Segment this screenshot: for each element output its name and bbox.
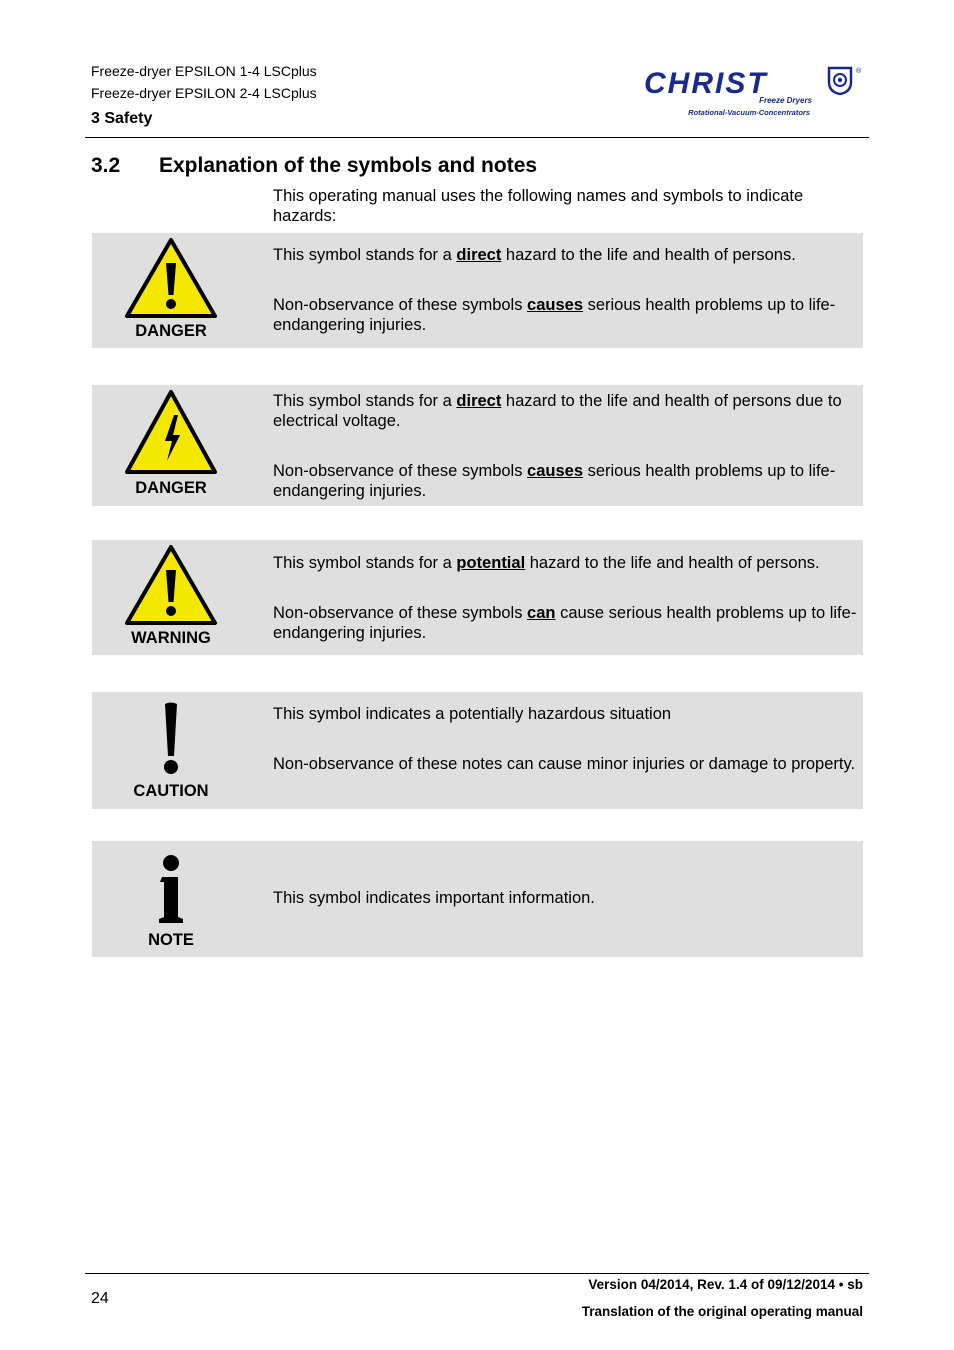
page-number: 24 (91, 1290, 109, 1307)
header-section-title: 3 Safety (91, 110, 153, 127)
note-box-caution (92, 692, 863, 809)
exclamation-mark-icon (124, 700, 218, 778)
section-title: Explanation of the symbols and notes (159, 154, 538, 177)
footer-divider (85, 1273, 869, 1274)
footer-version: Version 04/2014, Rev. 1.4 of 09/12/2014 • sb (588, 1277, 863, 1292)
note-icon-cell (92, 540, 250, 655)
note-label: DANGER (135, 479, 207, 497)
logo-brand-text: CHRIST (644, 67, 768, 100)
note-text: This symbol stands for a direct hazard to the life and health of persons due to electrical voltage. Non-observance of these symbols causes serious health problems up to life-endangering injuries. (273, 392, 842, 500)
note-label: DANGER (135, 322, 207, 340)
note-box-note (92, 841, 863, 957)
section-number: 3.2 (91, 154, 121, 177)
information-i-icon (124, 855, 218, 927)
note-icon-cell (92, 692, 250, 809)
logo-registered-mark: ® (856, 68, 862, 75)
note-text: This symbol stands for a potential hazard to the life and health of persons. Non-observance of these symbols can cause serious health problems up to life-endangering injuries. (273, 554, 857, 642)
note-box-danger (92, 233, 863, 348)
warning-triangle-exclamation-icon (124, 237, 218, 319)
note-icon-cell (92, 233, 250, 348)
note-label: NOTE (148, 931, 194, 949)
note-icon-cell (92, 841, 250, 957)
logo-tagline-rvc: Rotational-Vacuum-Concentrators (688, 108, 810, 117)
note-icon-cell (92, 385, 250, 506)
logo-swirl-icon (829, 68, 851, 94)
section-heading (91, 154, 537, 178)
note-text: This symbol indicates important information. (273, 889, 595, 907)
header-product-line-2: Freeze-dryer EPSILON 2-4 LSCplus (91, 85, 317, 101)
footer-translation-note: Translation of the original operating manual (581, 1304, 863, 1319)
logo-tagline-freeze-dryers: Freeze Dryers (759, 96, 812, 105)
note-box-warning (92, 540, 863, 655)
intro-paragraph: This operating manual uses the following names and symbols to indicate hazards: (273, 187, 804, 225)
note-text: This symbol indicates a potentially hazardous situation Non-observance of these notes can cause minor injuries or damage to property. (273, 705, 856, 773)
note-text: This symbol stands for a direct hazard to the life and health of persons. Non-observance of these symbols causes serious health problems up to life-endangering injuries. (273, 246, 836, 334)
note-label: WARNING (131, 629, 211, 647)
note-box-danger-electrical (92, 385, 863, 506)
header-divider (85, 137, 869, 138)
note-label: CAUTION (133, 782, 209, 800)
warning-triangle-exclamation-icon (124, 544, 218, 626)
christ-logo (640, 60, 870, 120)
electrical-hazard-triangle-icon (124, 389, 218, 475)
header-product-line-1: Freeze-dryer EPSILON 1-4 LSCplus (91, 63, 317, 79)
